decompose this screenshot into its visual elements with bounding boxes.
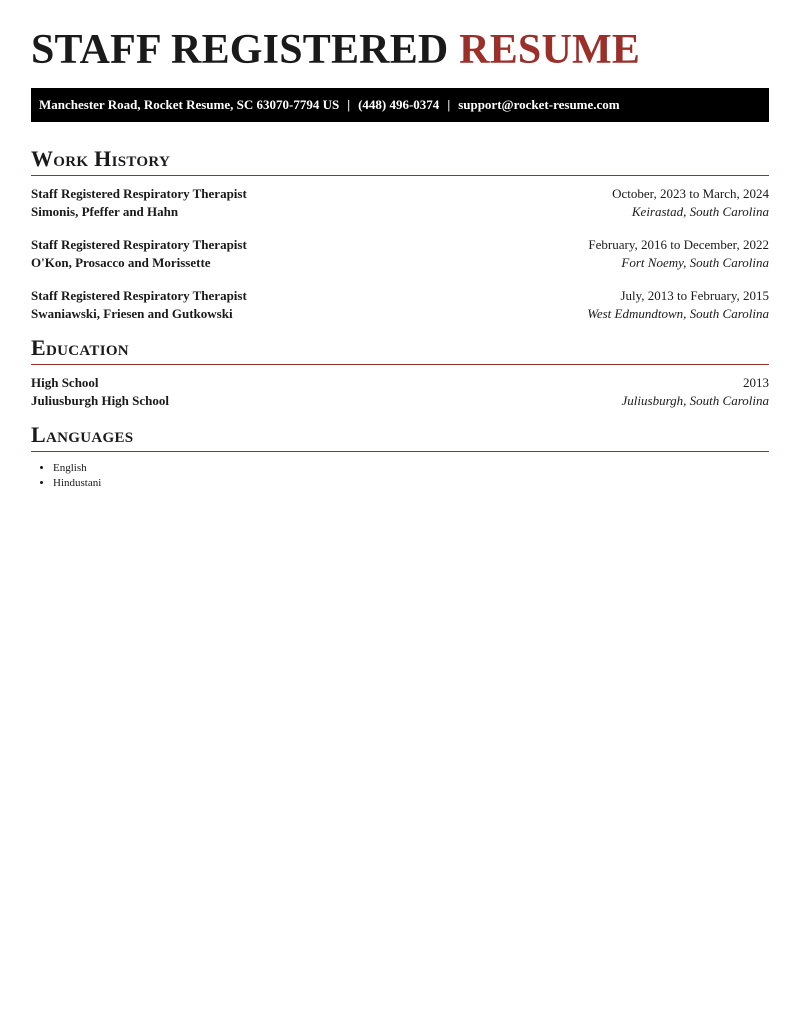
language-item: • Hindustani [53,476,769,491]
contact-bar [31,88,769,122]
education-entry [31,374,769,410]
work-entry [31,236,769,272]
job-dates: February, 2016 to December, 2022 [588,237,769,252]
title-main: STAFF REGISTERED [31,27,449,73]
language-item: • English [53,461,769,476]
company-name: Swaniawski, Friesen and Gutkowski [31,306,233,321]
company-name: Simonis, Pfeffer and Hahn [31,204,179,219]
education-section [31,335,769,410]
job-location: West Edmundtown, South Carolina [587,306,769,321]
contact-email: support@rocket-resume.com [458,97,620,112]
work-history-heading: Work History [31,146,171,171]
job-title: Staff Registered Respiratory Therapist [31,237,247,252]
resume-title [31,0,769,74]
degree: High School [31,375,99,390]
job-title: Staff Registered Respiratory Therapist [31,288,247,303]
job-location: Fort Noemy, South Carolina [621,255,769,270]
company-name: O'Kon, Prosacco and Morissette [31,255,211,270]
job-location: Keirastad, South Carolina [631,204,769,219]
school-name: Juliusburgh High School [31,393,169,408]
contact-separator: | [447,97,451,112]
contact-address: Manchester Road, Rocket Resume, SC 63070-7794 US [39,97,340,112]
section-divider [31,451,769,452]
section-divider [31,364,769,365]
languages-section [31,422,769,491]
job-title: Staff Registered Respiratory Therapist [31,186,247,201]
work-entry [31,287,769,323]
job-dates: October, 2023 to March, 2024 [612,186,769,201]
languages-heading: Languages [31,422,134,447]
contact-separator: | [347,97,351,112]
graduation-year: 2013 [743,375,769,390]
school-location: Juliusburgh, South Carolina [621,393,769,408]
work-history-section [31,146,769,323]
job-dates: July, 2013 to February, 2015 [620,288,769,303]
title-accent: RESUME [459,27,641,73]
education-heading: Education [31,335,129,360]
work-entry [31,185,769,221]
section-divider [31,175,769,176]
contact-phone: (448) 496-0374 [358,97,440,112]
languages-list [31,461,769,491]
